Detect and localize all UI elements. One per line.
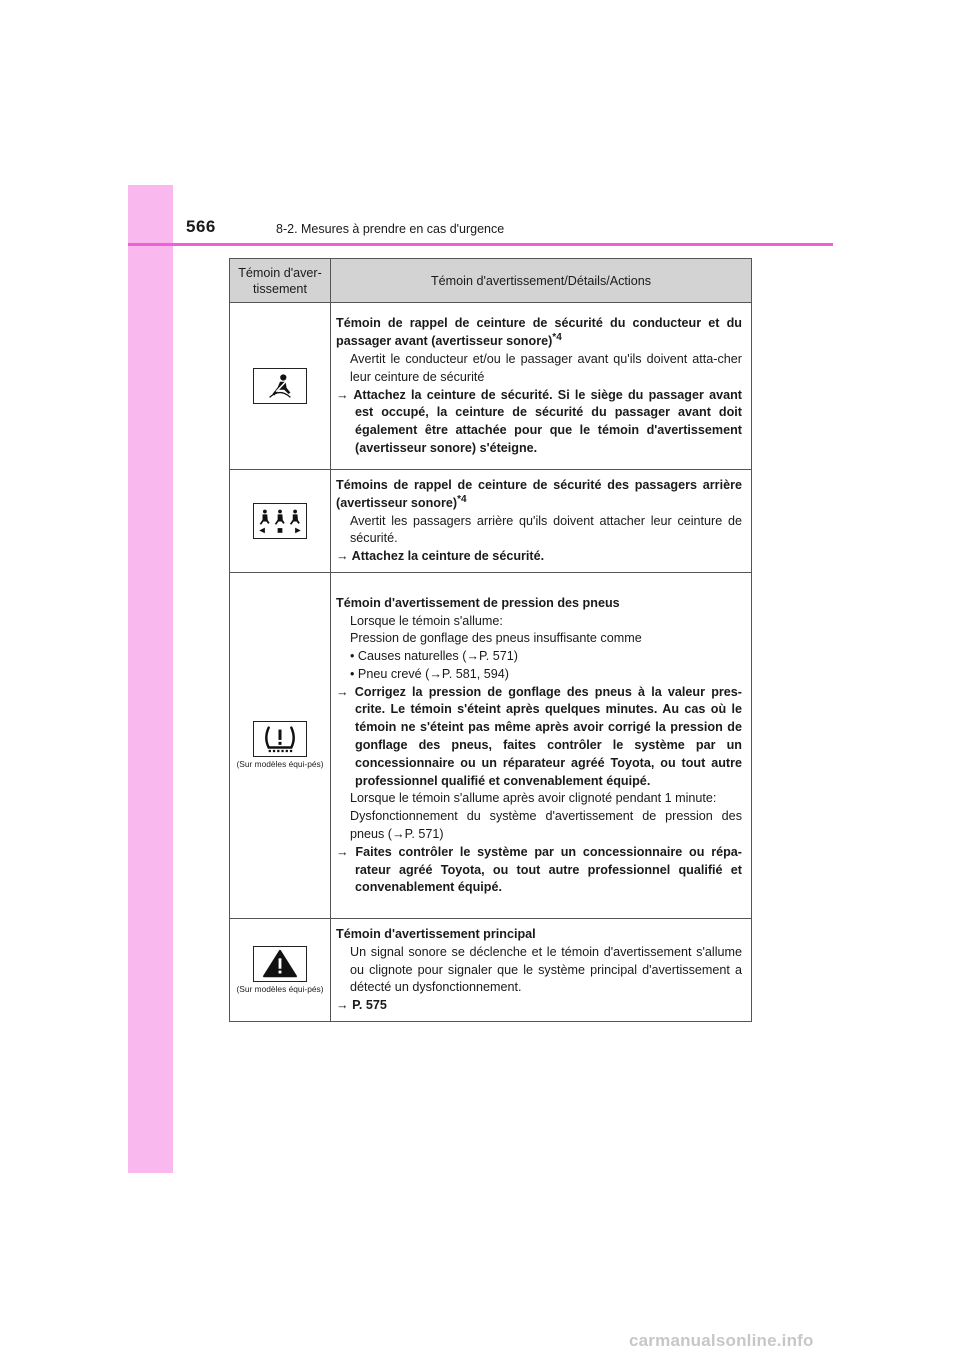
table-row — [230, 303, 752, 470]
table-row — [230, 572, 752, 918]
warning-action: Corrigez la pression de gonflage des pneus à la valeur pres-crite. Le témoin s'éteint après quelques minutes. Au cas où le témoin ne s'éteint pas même après avoir corrigé la pression de gonflage des pneus, faites contrôler le système par un concessionnaire ou un réparateur agréé Toyota, ou tout autre professionnel qualifié et convenablement équipé. — [354, 684, 742, 788]
warning-title: Témoin d'avertissement principal — [336, 926, 536, 941]
warning-title: Témoins de rappel de ceinture de sécurité des passagers arrière (avertisseur sonore) — [336, 478, 742, 510]
arrow-glyph: → — [336, 684, 349, 699]
site-watermark: carmanualsonline.info — [629, 1331, 814, 1350]
warning-title: Témoin de rappel de ceinture de sécurité du conducteur et du passager avant (avertisseur sonore) — [336, 316, 742, 349]
page-reference-link[interactable]: P. 575 — [352, 998, 387, 1013]
rear-seatbelt-reminder-icon — [253, 503, 307, 539]
cause-item: Causes naturelles (→P. 571) — [357, 649, 518, 664]
section-title: 8-2. Mesures à prendre en cas d'urgence — [276, 222, 505, 236]
indicator-cell — [230, 470, 331, 573]
warning-description: Un signal sonore se déclenche et le témoin d'avertissement s'allume ou clignote pour signaler que le système principal d'avertissement a détecté un dysfonctionnement. — [350, 944, 742, 995]
footnote-mark: *4 — [457, 493, 467, 505]
chapter-side-tab — [128, 185, 173, 1173]
details-cell — [331, 918, 752, 1021]
arrow-glyph: → — [336, 387, 349, 402]
arrow-glyph: → — [336, 998, 349, 1013]
warning-action: Faites contrôler le système par un concessionnaire ou répa-rateur agréé Toyota, ou tout autre professionnel qualifié et convenablement équipé. — [355, 844, 742, 895]
equipped-models-note: (Sur modèles équi-pés) — [236, 983, 324, 994]
condition-description: Dysfonctionnement du système d'avertissement de pression des pneus (→P. 571) — [350, 809, 742, 842]
bullet-mark: • — [350, 649, 355, 664]
indicator-cell — [230, 303, 331, 470]
arrow-glyph: → — [336, 549, 349, 564]
condition-label: Lorsque le témoin s'allume: — [350, 613, 503, 628]
details-cell — [331, 470, 752, 573]
arrow-glyph: → — [336, 844, 349, 859]
table-header-row — [230, 259, 752, 303]
footnote-mark: *4 — [552, 331, 562, 343]
page-number: 566 — [186, 217, 216, 236]
bullet-mark: • — [350, 666, 355, 681]
warning-title: Témoin d'avertissement de pression des pneus — [336, 595, 620, 610]
cause-item: Pneu crevé (→P. 581, 594) — [357, 666, 509, 681]
warning-description: Avertit les passagers arrière qu'ils doivent attacher leur ceinture de sécurité. — [350, 513, 742, 546]
condition-description: Pression de gonflage des pneus insuffisante comme — [350, 631, 642, 646]
column-header-details: Témoin d'avertissement/Détails/Actions — [331, 259, 752, 303]
warning-action: Attachez la ceinture de sécurité. — [351, 549, 545, 564]
condition-label: Lorsque le témoin s'allume après avoir clignoté pendant 1 minute: — [350, 791, 717, 806]
master-warning-icon — [253, 946, 307, 982]
warning-description: Avertit le conducteur et/ou le passager avant qu'ils doivent atta-cher leur ceinture de sécurité — [350, 351, 742, 384]
indicator-cell — [230, 572, 331, 918]
column-header-indicator: Témoin d'aver-tissement — [230, 259, 331, 303]
warning-action: Attachez la ceinture de sécurité. Si le siège du passager avant est occupé, la ceinture de sécurité du passager avant doit également être attachée pour que le témoin d'avertissement (avertisseur sonore) s'éteigne. — [353, 387, 742, 455]
details-cell — [331, 572, 752, 918]
seatbelt-reminder-icon — [253, 368, 307, 404]
equipped-models-note: (Sur modèles équi-pés) — [236, 759, 324, 770]
table-row — [230, 470, 752, 573]
details-cell — [331, 303, 752, 470]
table-row — [230, 918, 752, 1021]
indicator-cell — [230, 918, 331, 1021]
tire-pressure-warning-icon — [253, 721, 307, 757]
warning-lights-table — [229, 258, 752, 1022]
header-rule — [128, 243, 833, 246]
